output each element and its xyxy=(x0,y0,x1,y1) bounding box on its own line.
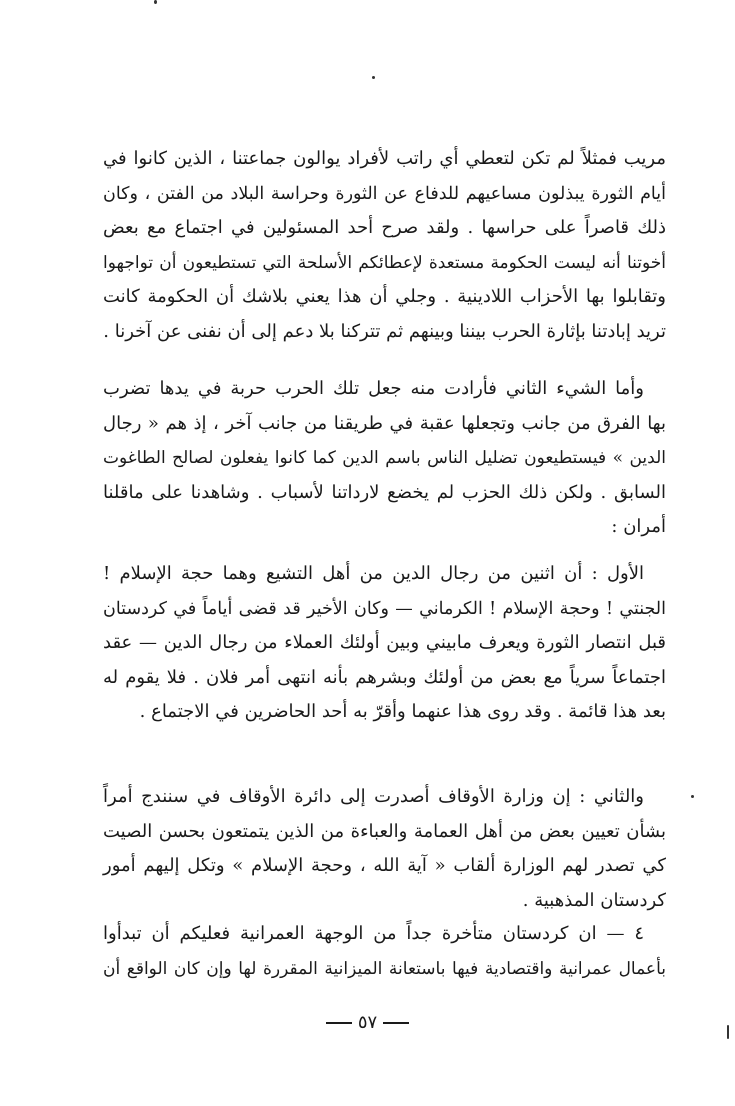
page-number-value: ٥٧ xyxy=(357,1012,378,1033)
text-line: وتقابلوا بها الأحزاب اللادينية . وجلي أن هذا يعني بلاشك أن الحكومة كانت xyxy=(103,286,666,307)
text-line: أخوتنا أنه ليست الحكومة مستعدة لإعطائكم الأسلحة التي تستطيعون أن تواجهوا xyxy=(103,252,666,273)
text-line: بأعمال عمرانية واقتصادية فيها باستعانة الميزانية المقررة لها وإن كان الواقع أن xyxy=(103,958,666,979)
scan-speck xyxy=(372,76,375,79)
paragraph-5 xyxy=(103,917,666,986)
page-number-dash xyxy=(383,1022,409,1024)
text-line: الأول : أن اثنين من رجال الدين من أهل التشيع وهما حجة الإسلام ! xyxy=(103,563,644,584)
text-line: تريد إبادتنا بإثارة الحرب بيننا وبينهم ثم تتركنا بلا دعم إلى أن نفنى عن آخرنا . xyxy=(103,320,666,342)
paragraph-3 xyxy=(103,557,666,730)
paragraph-2 xyxy=(103,372,666,545)
paragraph-4 xyxy=(103,780,666,918)
text-line: كردستان المذهبية . xyxy=(522,889,666,911)
text-line: ٤ — ان كردستان متأخرة جداً من الوجهة العمرانية فعليكم أن تبدأوا xyxy=(103,923,644,944)
text-line: الدين » فيستطيعون تضليل الناس باسم الدين كما كانوا يفعلون لصالح الطاغوت xyxy=(103,448,666,468)
text-line: بعد هذا قائمة . وقد روى هذا عنهما وأقرّ به أحد الحاضرين في الاجتماع . xyxy=(139,701,666,722)
text-line: مريب فمثلاً لم تكن لتعطي أي راتب لأفراد يوالون جماعتنا ، الذين كانوا في xyxy=(103,148,666,169)
scan-speck xyxy=(154,0,157,4)
page-number xyxy=(0,1012,735,1033)
text-line: وأما الشيء الثاني فأرادت منه جعل تلك الحرب حربة في يدها تضرب xyxy=(103,378,644,399)
text-line: أيام الثورة يبذلون مساعيهم للدفاع عن الثورة وحراسة البلاد من الفتن ، وكان xyxy=(103,183,666,204)
text-line: الجنتي ! وحجة الإسلام ! الكرماني — وكان الأخير قد قضى أياماً في كردستان xyxy=(103,598,666,619)
text-line: كي تصدر لهم الوزارة ألقاب « آية الله ، وحجة الإسلام » وتكل إليهم أمور xyxy=(103,855,666,876)
text-line: بها الفرق من جانب وتجعلها عقبة في طريقنا من جانب آخر ، إذ هم « رجال xyxy=(103,412,666,434)
text-line: قبل انتصار الثورة ويعرف مابيني وبين أولئك العملاء من رجال الدين — عقد xyxy=(103,632,666,653)
text-line: أمران : xyxy=(611,516,666,537)
text-line: والثاني : إن وزارة الأوقاف أصدرت إلى دائرة الأوقاف في سنندج أمراً xyxy=(103,786,644,807)
text-line: بشأن تعيين بعض من أهل العمامة والعباءة من الذين يتمتعون بحسن الصيت xyxy=(103,820,666,842)
scan-speck xyxy=(691,795,694,798)
text-line: ذلك قاصراً على حراسها . ولقد صرح أحد المسئولين في اجتماع مع بعض xyxy=(103,217,666,238)
paragraph-1 xyxy=(103,142,666,349)
text-line: اجتماعاً سرياً مع بعض من أولئك وبشرهم بأنه انتهى أمر فلان . فلا يقوم له xyxy=(103,666,666,688)
text-line: السابق . ولكن ذلك الحزب لم يخضع لارداتنا لأسباب . وشاهدنا على ماقلنا xyxy=(103,481,666,503)
page-number-dash xyxy=(326,1022,352,1024)
